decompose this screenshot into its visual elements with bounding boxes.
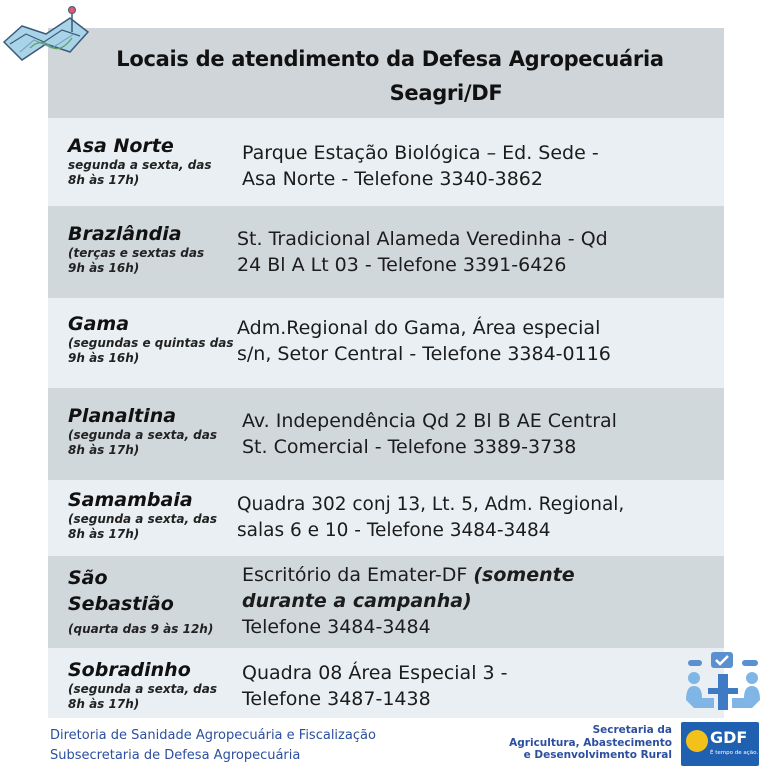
location-address: Av. Independência Qd 2 Bl B AE Central St. Comercial - Telefone 3389-3738 xyxy=(242,410,617,458)
location-name-line1: São xyxy=(68,567,108,589)
footer-directorate: Diretoria de Sanidade Agropecuária e Fiscalização Subsecretaria de Defesa Agropecuária xyxy=(50,728,376,763)
location-hours: (segunda a sexta, das 8h às 17h) xyxy=(68,428,218,457)
gdf-logo: GDF É tempo de ação. xyxy=(681,722,759,766)
location-row-brazlandia xyxy=(48,206,724,298)
location-row-sao-sebastiao xyxy=(48,556,724,648)
location-name: Brazlândia xyxy=(68,223,182,245)
location-address: Parque Estação Biológica – Ed. Sede - Asa Norte - Telefone 3340-3862 xyxy=(242,142,599,190)
sun-icon xyxy=(686,730,708,752)
location-hours: (segundas e quintas das 9h às 16h) xyxy=(68,336,234,365)
location-name: Samambaia xyxy=(68,489,193,511)
location-address: St. Tradicional Alameda Veredinha - Qd 24 Bl A Lt 03 - Telefone 3391-6426 xyxy=(237,228,608,276)
location-row-samambaia xyxy=(48,480,724,556)
location-address: Adm.Regional do Gama, Área especial s/n, Setor Central - Telefone 3384-0116 xyxy=(237,317,611,365)
campaign-note: (somente xyxy=(473,564,575,586)
location-name: Asa Norte xyxy=(68,135,174,157)
location-row-sobradinho xyxy=(48,648,724,718)
location-address: Quadra 08 Área Especial 3 - Telefone 3487-1438 xyxy=(242,662,508,710)
location-address: Escritório da Emater-DF (somente durante a campanha) Telefone 3484-3484 xyxy=(242,564,575,638)
location-hours: segunda a sexta, das 8h às 17h) xyxy=(68,158,212,187)
location-name: Gama xyxy=(68,313,130,335)
page-title-line2: Seagri/DF xyxy=(389,81,503,105)
location-name-line2: Sebastião xyxy=(68,593,174,615)
map-icon xyxy=(0,4,92,76)
page-header xyxy=(48,28,724,118)
location-name: Planaltina xyxy=(68,405,177,427)
location-name: Sobradinho xyxy=(68,659,191,681)
location-address: Quadra 302 conj 13, Lt. 5, Adm. Regional, salas 6 e 10 - Telefone 3484-3484 xyxy=(237,494,625,541)
location-hours: (terças e sextas das 9h às 16h) xyxy=(68,246,205,275)
location-row-planaltina xyxy=(48,388,724,480)
campaign-note-line2: durante a campanha) xyxy=(242,590,472,612)
location-hours: (quarta das 9 às 12h) xyxy=(68,622,214,636)
footer-secretariat: Secretaria da Agricultura, Abastecimento e Desenvolvimento Rural xyxy=(509,724,672,761)
people-support-icon xyxy=(684,650,762,718)
page-title-line1: Locais de atendimento da Defesa Agropecuária xyxy=(116,47,664,71)
location-hours: (segunda a sexta, das 8h às 17h) xyxy=(68,682,218,711)
location-hours: (segunda a sexta, das 8h às 17h) xyxy=(68,512,218,541)
location-row-asa-norte xyxy=(48,118,724,206)
location-row-gama xyxy=(48,298,724,388)
